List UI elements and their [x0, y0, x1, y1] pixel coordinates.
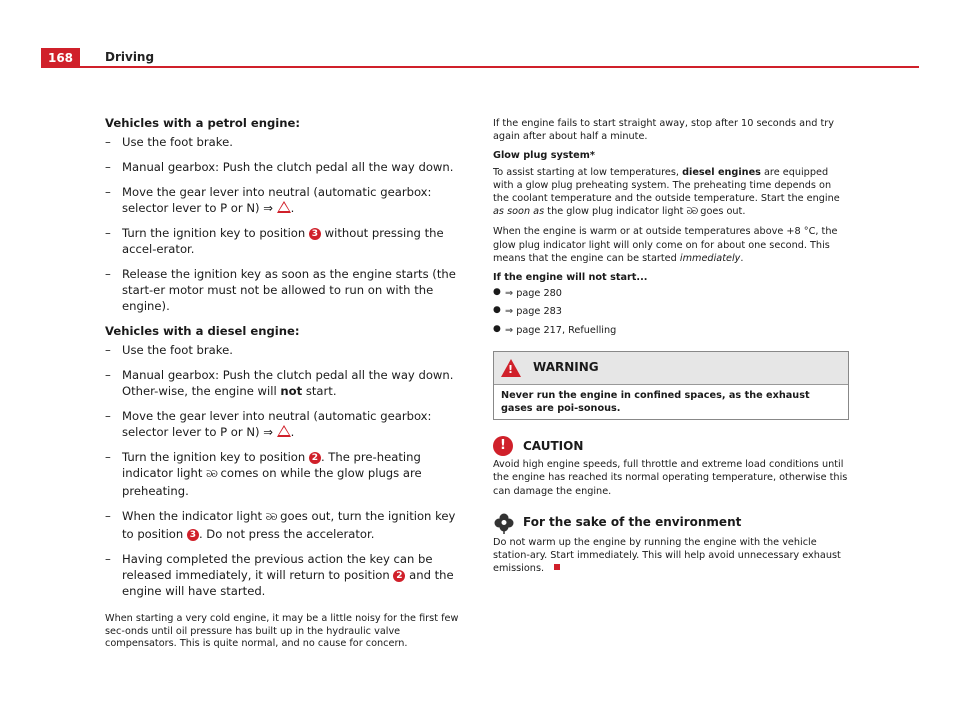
step-text: . Do not press the accelerator.	[198, 527, 375, 541]
page-link[interactable]: ⇒ page 280	[505, 288, 562, 300]
petrol-step: – Manual gearbox: Push the clutch pedal all the way down.	[105, 160, 454, 174]
petrol-step: – Move the gear lever into neutral (automatic gearbox: selector lever to P or N) ⇒ .	[105, 185, 432, 215]
warning-title: WARNING	[533, 360, 599, 375]
flower-icon	[493, 512, 515, 534]
warning-text: Never run the engine in confined spaces, as the exhaust gases are poi-sonous.	[501, 389, 810, 415]
step-text: . The pre-heating indicator light	[122, 450, 421, 480]
glow-plug-heading: Glow plug system*	[493, 150, 595, 162]
warning-header	[494, 352, 848, 385]
diesel-heading: Vehicles with a diesel engine:	[105, 324, 300, 338]
right-column	[493, 117, 849, 581]
environment-header	[493, 512, 849, 534]
step-text: Manual gearbox: Push the clutch pedal all the way down. Other-wise, the engine will	[122, 368, 454, 398]
position-number: 3	[187, 529, 199, 541]
text: When the engine is warm or at outside temperatures above +8 °C, the glow plug indicator light will only come on for about one second. This means that the engine can be started	[493, 226, 838, 264]
restart-paragraph: If the engine fails to start straight away, stop after 10 seconds and try again after about half a minute.	[493, 118, 834, 143]
warm-engine-paragraph	[493, 225, 849, 265]
step-text: Use the foot brake.	[122, 343, 233, 357]
header-rule	[80, 66, 919, 68]
environment-title: For the sake of the environment	[523, 515, 742, 530]
diesel-step: – Turn the ignition key to position 2 . The pre-heating indicator light ᘐᘐ comes on while the glow plugs are preheating.	[105, 450, 422, 498]
emphasis-not: not	[280, 384, 303, 398]
glow-plug-icon: ᘐᘐ	[206, 470, 217, 480]
step-text: comes on while the glow plugs are preheating.	[122, 466, 422, 498]
glow-plug-paragraph	[493, 166, 849, 220]
petrol-step: – Use the foot brake.	[105, 135, 233, 149]
caution-title: CAUTION	[523, 438, 584, 453]
list-item[interactable]: ● ⇒ page 283	[493, 305, 562, 318]
end-marker-icon	[554, 564, 560, 570]
step-text: Use the foot brake.	[122, 135, 233, 149]
step-text: and the engine will have started.	[122, 568, 454, 598]
caution-text: Avoid high engine speeds, full throttle and extreme load conditions until the engine has reached its normal operating temperature, otherwise this can damage the engine.	[493, 459, 848, 497]
environment-text	[493, 536, 849, 576]
page-number: 168	[41, 48, 80, 68]
cold-engine-note: When starting a very cold engine, it may be a little noisy for the first few sec-onds until oil pressure has built up in the hydraulic valve compensators. This is quite normal, and no cause for concern.	[105, 613, 459, 649]
caution-header	[493, 436, 849, 456]
diesel-step: – Move the gear lever into neutral (automatic gearbox: selector lever to P or N) ⇒ .	[105, 409, 432, 439]
step-text: goes out, turn the ignition key to position	[122, 509, 456, 541]
list-item[interactable]: ● ⇒ page 280	[493, 287, 562, 300]
petrol-step: – Release the ignition key as soon as the engine starts (the start-er motor must not be allowed to run on with the engine).	[105, 267, 456, 313]
text: are equipped with a glow plug preheating system. The preheating time depends on the coolant temperature and the outside temperature. Start the engine	[493, 166, 840, 205]
page-link[interactable]: ⇒ page 283	[505, 306, 562, 318]
diesel-step: – Manual gearbox: Push the clutch pedal all the way down. Other-wise, the engine will not start.	[105, 368, 454, 398]
step-text: Having completed the previous action the key can be released immediately, it will return to position	[122, 552, 433, 582]
glow-plug-icon: ᘐᘐ	[265, 513, 277, 523]
position-number: 2	[309, 452, 321, 464]
diesel-step: – When the indicator light ᘐᘐ goes out, turn the ignition key to position 3 . Do not press the accelerator.	[105, 509, 456, 541]
caution-icon: !	[493, 436, 513, 456]
emphasis-immediately: immediately	[679, 252, 741, 264]
no-start-heading: If the engine will not start...	[493, 272, 648, 284]
step-text: Move the gear lever into neutral (automatic gearbox: selector lever to P or N) ⇒	[122, 185, 432, 215]
text: .	[740, 252, 744, 264]
text: Do not warm up the engine by running the engine with the vehicle station-ary. Start immediately. This will help avoid unnecessary exhaust emissions.	[493, 536, 841, 575]
glow-plug-icon: ᘐᘐ	[686, 207, 698, 218]
list-item[interactable]: ● ⇒ page 217, Refuelling	[493, 323, 617, 336]
position-number: 3	[309, 228, 321, 240]
text: the glow plug indicator light	[547, 206, 684, 218]
step-text: without pressing the accel-erator.	[122, 226, 444, 256]
step-text: Turn the ignition key to position	[122, 226, 306, 240]
diesel-step: – Use the foot brake.	[105, 343, 233, 357]
page-link[interactable]: ⇒ page 217, Refuelling	[505, 324, 617, 336]
left-column	[105, 115, 465, 651]
warning-ref-icon[interactable]	[277, 425, 291, 437]
step-text: Manual gearbox: Push the clutch pedal all the way down.	[122, 160, 454, 174]
text: goes out.	[700, 206, 746, 218]
position-number: 2	[393, 570, 405, 582]
step-text: Release the ignition key as soon as the engine starts (the start-er motor must not be allowed to run on with the engine).	[122, 267, 456, 313]
emphasis-as-soon-as: as soon as	[493, 206, 545, 218]
warning-box	[493, 351, 849, 420]
step-text: start.	[305, 384, 337, 398]
text: To assist starting at low temperatures,	[493, 166, 679, 178]
warning-ref-icon[interactable]	[277, 201, 291, 213]
petrol-heading: Vehicles with a petrol engine:	[105, 116, 300, 130]
step-text: Turn the ignition key to position	[122, 450, 306, 464]
diesel-step: – Having completed the previous action the key can be released immediately, it will return to position 2 and the engine will have started.	[105, 552, 454, 598]
step-text: Move the gear lever into neutral (automatic gearbox: selector lever to P or N) ⇒	[122, 409, 432, 439]
petrol-step: – Turn the ignition key to position 3 without pressing the accel-erator.	[105, 226, 444, 256]
warning-icon: !	[501, 359, 521, 377]
section-title: Driving	[105, 50, 155, 64]
emphasis-diesel-engines: diesel engines	[682, 166, 761, 178]
step-text: When the indicator light	[122, 509, 263, 523]
